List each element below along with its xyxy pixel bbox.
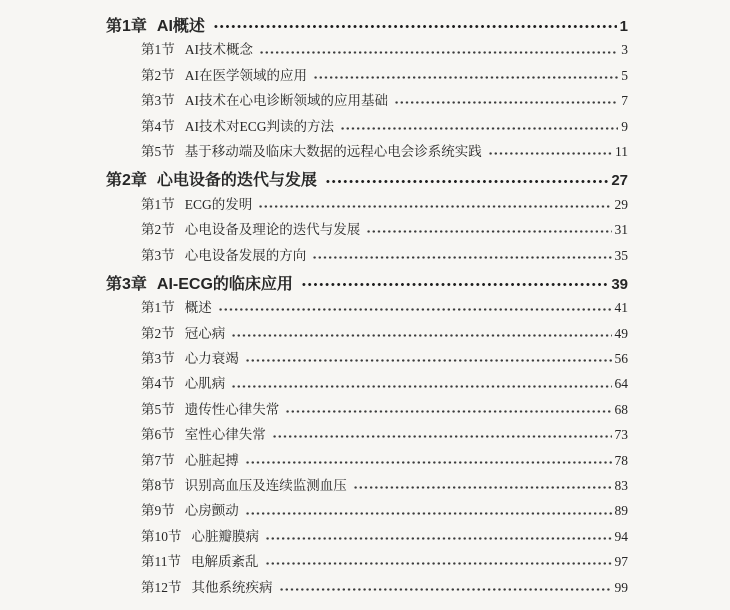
dot-leader — [259, 46, 618, 59]
entry-page-number: 39 — [611, 275, 628, 293]
entry-page-number: 64 — [614, 376, 628, 392]
entry-title: AI技术概念 — [184, 42, 253, 58]
entry-title: AI-ECG的临床应用 — [156, 275, 293, 293]
toc-entry-section — [106, 449, 628, 474]
toc-entry-section — [106, 423, 628, 448]
entry-label: 第4节 — [141, 118, 175, 134]
toc-entry-section — [106, 115, 628, 140]
dot-leader — [265, 532, 612, 545]
entry-title: AI在医学领域的应用 — [184, 67, 307, 83]
dot-leader — [272, 430, 612, 443]
entry-page-number: 94 — [614, 528, 628, 544]
entry-page-number: 11 — [615, 143, 628, 159]
dot-leader — [353, 481, 612, 494]
toc-entry-section — [106, 296, 628, 321]
toc-entry-section — [106, 218, 628, 243]
entry-title: 冠心病 — [184, 325, 226, 341]
dot-leader — [245, 354, 612, 367]
toc-entry-section — [106, 398, 628, 423]
dot-leader — [325, 175, 608, 188]
entry-title: 室性心律失常 — [184, 427, 266, 443]
entry-label: 第3节 — [141, 247, 175, 263]
toc-entry-section — [106, 89, 628, 114]
entry-title: 心脏起搏 — [184, 452, 239, 468]
toc-entry-section — [106, 347, 628, 372]
entry-label: 第3章 — [106, 275, 147, 293]
entry-title: 心力衰竭 — [184, 351, 239, 367]
entry-page-number: 83 — [614, 478, 628, 494]
entry-label: 第1章 — [106, 18, 147, 35]
entry-label: 第1节 — [141, 42, 175, 58]
entry-page-number: 41 — [614, 300, 628, 316]
entry-title: 识别高血压及连续监测血压 — [184, 478, 347, 494]
entry-label: 第2节 — [141, 67, 175, 83]
entry-page-number: 31 — [614, 222, 628, 238]
toc-entry-section — [106, 474, 628, 499]
entry-title: ECG的发明 — [184, 196, 253, 212]
entry-title: 心电设备的迭代与发展 — [156, 172, 317, 190]
entry-page-number: 9 — [621, 118, 628, 134]
entry-page-number: 3 — [621, 42, 628, 58]
dot-leader — [218, 303, 612, 316]
entry-title: 基于移动端及临床大数据的远程心电会诊系统实践 — [184, 143, 482, 159]
entry-page-number: 27 — [611, 172, 628, 190]
entry-page-number: 49 — [614, 325, 628, 341]
toc-entry-section — [106, 244, 628, 269]
entry-label: 第11节 — [141, 554, 181, 570]
entry-page-number: 29 — [614, 196, 628, 212]
entry-label: 第1节 — [141, 300, 175, 316]
toc-entry-section — [106, 322, 628, 347]
entry-label: 第9节 — [141, 503, 175, 519]
dot-leader — [231, 329, 611, 342]
dot-leader — [366, 225, 611, 238]
entry-page-number: 1 — [619, 18, 628, 35]
entry-label: 第2节 — [141, 222, 175, 238]
entry-label: 第2节 — [141, 325, 175, 341]
entry-label: 第5节 — [141, 143, 175, 159]
toc-list — [106, 11, 628, 601]
entry-page-number: 78 — [614, 452, 628, 468]
entry-title: AI技术对ECG判读的方法 — [184, 118, 334, 134]
entry-page-number: 99 — [614, 579, 628, 595]
toc-entry-section — [106, 64, 628, 89]
dot-leader — [231, 380, 611, 393]
entry-page-number: 68 — [614, 401, 628, 417]
entry-label: 第8节 — [141, 478, 175, 494]
dot-leader — [285, 405, 611, 418]
entry-label: 第3节 — [141, 351, 175, 367]
entry-page-number: 56 — [614, 351, 628, 367]
toc-entry-section — [106, 499, 628, 524]
dot-leader — [301, 278, 608, 291]
entry-label: 第4节 — [141, 376, 175, 392]
entry-title: 遗传性心律失常 — [184, 401, 280, 417]
entry-title: 概述 — [184, 300, 212, 316]
entry-title: 其他系统疾病 — [191, 579, 273, 595]
entry-title: 心肌病 — [184, 376, 226, 392]
dot-leader — [265, 557, 612, 570]
entry-label: 第2章 — [106, 172, 147, 190]
entry-label: 第12节 — [141, 579, 182, 595]
toc-entry-section — [106, 550, 628, 575]
dot-leader — [245, 456, 612, 469]
dot-leader — [340, 122, 618, 135]
entry-label: 第1节 — [141, 196, 175, 212]
entry-page-number: 89 — [614, 503, 628, 519]
dot-leader — [312, 251, 611, 264]
entry-page-number: 35 — [614, 247, 628, 263]
toc-entry-chapter — [106, 271, 628, 296]
toc-entry-chapter — [106, 167, 628, 192]
entry-title: 心脏瓣膜病 — [191, 528, 259, 544]
toc-entry-section — [106, 140, 628, 165]
toc-entry-section — [106, 193, 628, 218]
dot-leader — [394, 96, 618, 109]
dot-leader — [213, 20, 617, 33]
entry-title: AI技术在心电诊断领域的应用基础 — [184, 93, 388, 109]
toc-entry-section — [106, 525, 628, 550]
entry-title: 电解质紊乱 — [191, 554, 259, 570]
entry-title: 心电设备及理论的迭代与发展 — [184, 222, 361, 238]
dot-leader — [488, 147, 612, 160]
entry-label: 第7节 — [141, 452, 175, 468]
toc-entry-chapter — [106, 13, 628, 38]
entry-label: 第3节 — [141, 93, 175, 109]
entry-label: 第10节 — [141, 528, 182, 544]
entry-page-number: 7 — [621, 93, 628, 109]
entry-title: AI概述 — [156, 18, 205, 35]
entry-title: 心电设备发展的方向 — [184, 247, 307, 263]
dot-leader — [245, 507, 612, 520]
entry-page-number: 97 — [614, 554, 628, 570]
entry-label: 第6节 — [141, 427, 175, 443]
dot-leader — [258, 200, 611, 213]
entry-label: 第5节 — [141, 401, 175, 417]
toc-entry-section — [106, 38, 628, 63]
dot-leader — [313, 71, 618, 84]
entry-page-number: 73 — [614, 427, 628, 443]
entry-title: 心房颤动 — [184, 503, 239, 519]
dot-leader — [279, 583, 612, 596]
toc-entry-section — [106, 372, 628, 397]
entry-page-number: 5 — [621, 67, 628, 83]
toc-entry-section — [106, 576, 628, 601]
